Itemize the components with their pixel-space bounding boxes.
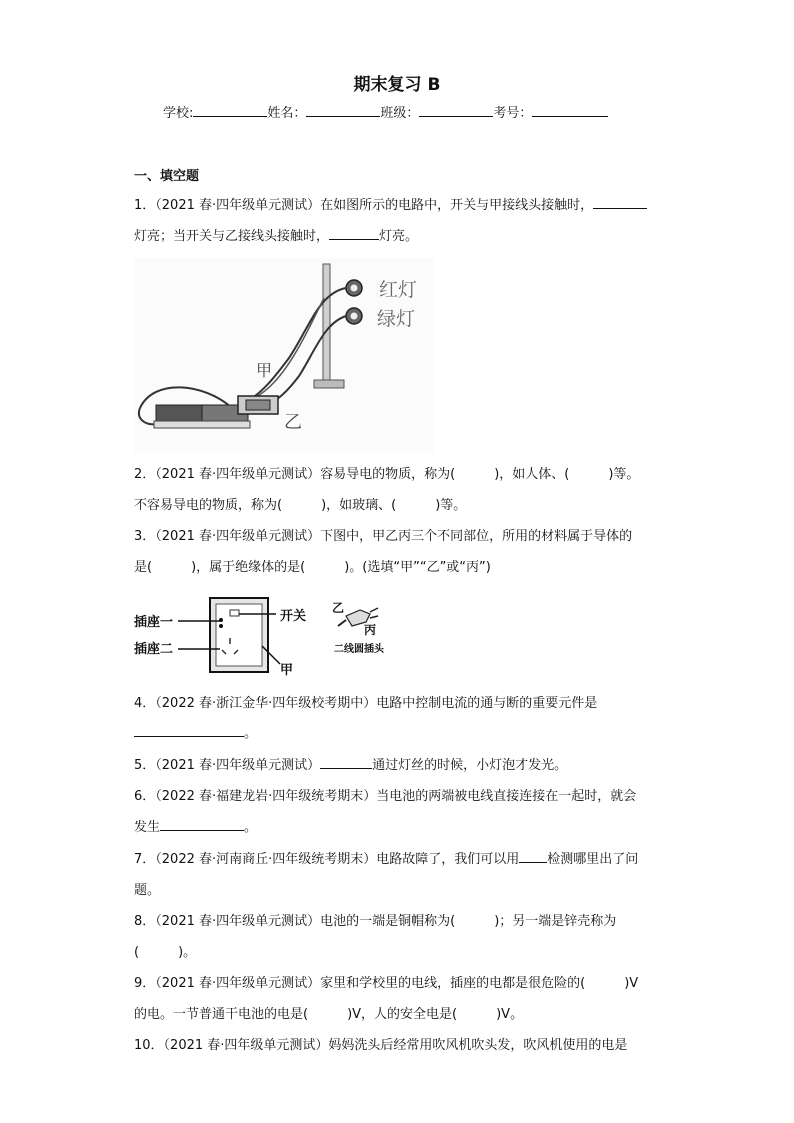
exam-no-blank[interactable] xyxy=(532,102,608,117)
class-label: 班级： xyxy=(380,106,420,121)
question-1-line-1 xyxy=(134,194,647,213)
question-8-line-1: 8．（2021 春·四年级单元测试）电池的一端是铜帽称为( )；另一端是锌壳称为 xyxy=(134,914,617,929)
jia-label: 甲 xyxy=(280,663,294,678)
question-6-line-2 xyxy=(134,816,257,835)
bing-label: 丙 xyxy=(364,623,377,637)
question-text: 灯亮；当开关与乙接线头接触时， xyxy=(134,229,330,244)
terminal-yi-label: 乙 xyxy=(284,412,302,433)
page-title: 期末复习 B xyxy=(353,75,441,95)
switch-label: 开关 xyxy=(280,609,307,624)
question-text: 。 xyxy=(244,820,258,835)
school-blank[interactable] xyxy=(193,102,267,117)
question-3-line-1: 3．（2021 春·四年级单元测试）下图中，甲乙丙三个不同部位，所用的材料属于导体的 xyxy=(134,529,633,544)
question-text: 发生 xyxy=(134,820,161,835)
student-info-row xyxy=(163,102,608,121)
question-7-line-2: 题。 xyxy=(134,883,161,898)
question-5-line-1 xyxy=(134,754,567,773)
question-text: 通过灯丝的时候，小灯泡才发光。 xyxy=(372,758,568,773)
question-4-line-2: 。 xyxy=(134,722,257,741)
question-text: 7．（2022 春·河南商丘·四年级统考期末）电路故障了，我们可以用 xyxy=(134,852,520,867)
red-bulb-center xyxy=(351,285,358,292)
red-light-label: 红灯 xyxy=(379,279,418,301)
answer-blank[interactable] xyxy=(134,722,244,737)
socket-1-hole xyxy=(219,624,223,628)
answer-blank[interactable] xyxy=(160,816,244,831)
answer-blank[interactable] xyxy=(593,194,647,209)
question-6-line-1: 6．（2022 春·福建龙岩·四年级统考期末）当电池的两端被电线直接连接在一起时，就会 xyxy=(134,789,637,804)
name-blank[interactable] xyxy=(306,102,380,117)
answer-blank[interactable] xyxy=(519,848,547,863)
question-1-line-2 xyxy=(134,225,418,244)
question-8-line-2: ( )。 xyxy=(134,945,197,960)
green-bulb-center xyxy=(351,313,358,320)
answer-blank[interactable] xyxy=(320,754,372,769)
green-light-label: 绿灯 xyxy=(377,308,416,330)
terminal-jia-label: 甲 xyxy=(256,361,273,380)
stand-pole xyxy=(323,264,330,384)
question-7-line-1 xyxy=(134,848,638,867)
socket-1-label: 插座一 xyxy=(134,615,174,630)
question-2-line-1: 2．（2021 春·四年级单元测试）容易导电的物质，称为( )，如人体、( )等。 xyxy=(134,467,640,482)
question-9-line-2: 的电。一节普通干电池的电是( )V，人的安全电是( )V。 xyxy=(134,1007,524,1022)
battery-holder xyxy=(154,421,250,428)
question-text: 检测哪里出了问 xyxy=(547,852,639,867)
plug-label: 二线圆插头 xyxy=(334,644,384,655)
question-9-line-1: 9．（2021 春·四年级单元测试）家里和学校里的电线，插座的电都是很危险的( )V xyxy=(134,976,639,991)
question-text: 1．（2021 春·四年级单元测试）在如图所示的电路中，开关与甲接线头接触时， xyxy=(134,198,594,213)
socket-2-label: 插座二 xyxy=(134,642,174,657)
question-2-line-2: 不容易导电的物质，称为( )，如玻璃、( )等。 xyxy=(134,498,467,513)
stand-base xyxy=(314,380,344,388)
section-title: 一、填空题 xyxy=(134,169,200,184)
question-3-line-2: 是( )，属于绝缘体的是( )。(选填“甲”“乙”或“丙”) xyxy=(134,560,491,575)
socket-figure xyxy=(134,592,434,682)
class-blank[interactable] xyxy=(419,102,493,117)
switch-key-icon xyxy=(230,610,239,616)
name-label: 姓名： xyxy=(267,106,307,121)
question-10-line-1: 10．（2021 春·四年级单元测试）妈妈洗头后经常用吹风机吹头发，吹风机使用的电是 xyxy=(134,1038,628,1053)
switch-lever xyxy=(246,400,270,410)
yi-label: 乙 xyxy=(332,601,345,615)
battery-1-icon xyxy=(156,405,202,421)
question-text: 灯亮。 xyxy=(379,229,419,244)
question-text: 5．（2021 春·四年级单元测试） xyxy=(134,758,321,773)
question-4-line-1: 4．（2022 春·浙江金华·四年级校考期中）电路中控制电流的通与断的重要元件是 xyxy=(134,696,598,711)
answer-blank[interactable] xyxy=(329,225,379,240)
circuit-figure xyxy=(134,258,434,453)
school-label: 学校: xyxy=(163,106,194,121)
exam-no-label: 考号： xyxy=(493,106,533,121)
